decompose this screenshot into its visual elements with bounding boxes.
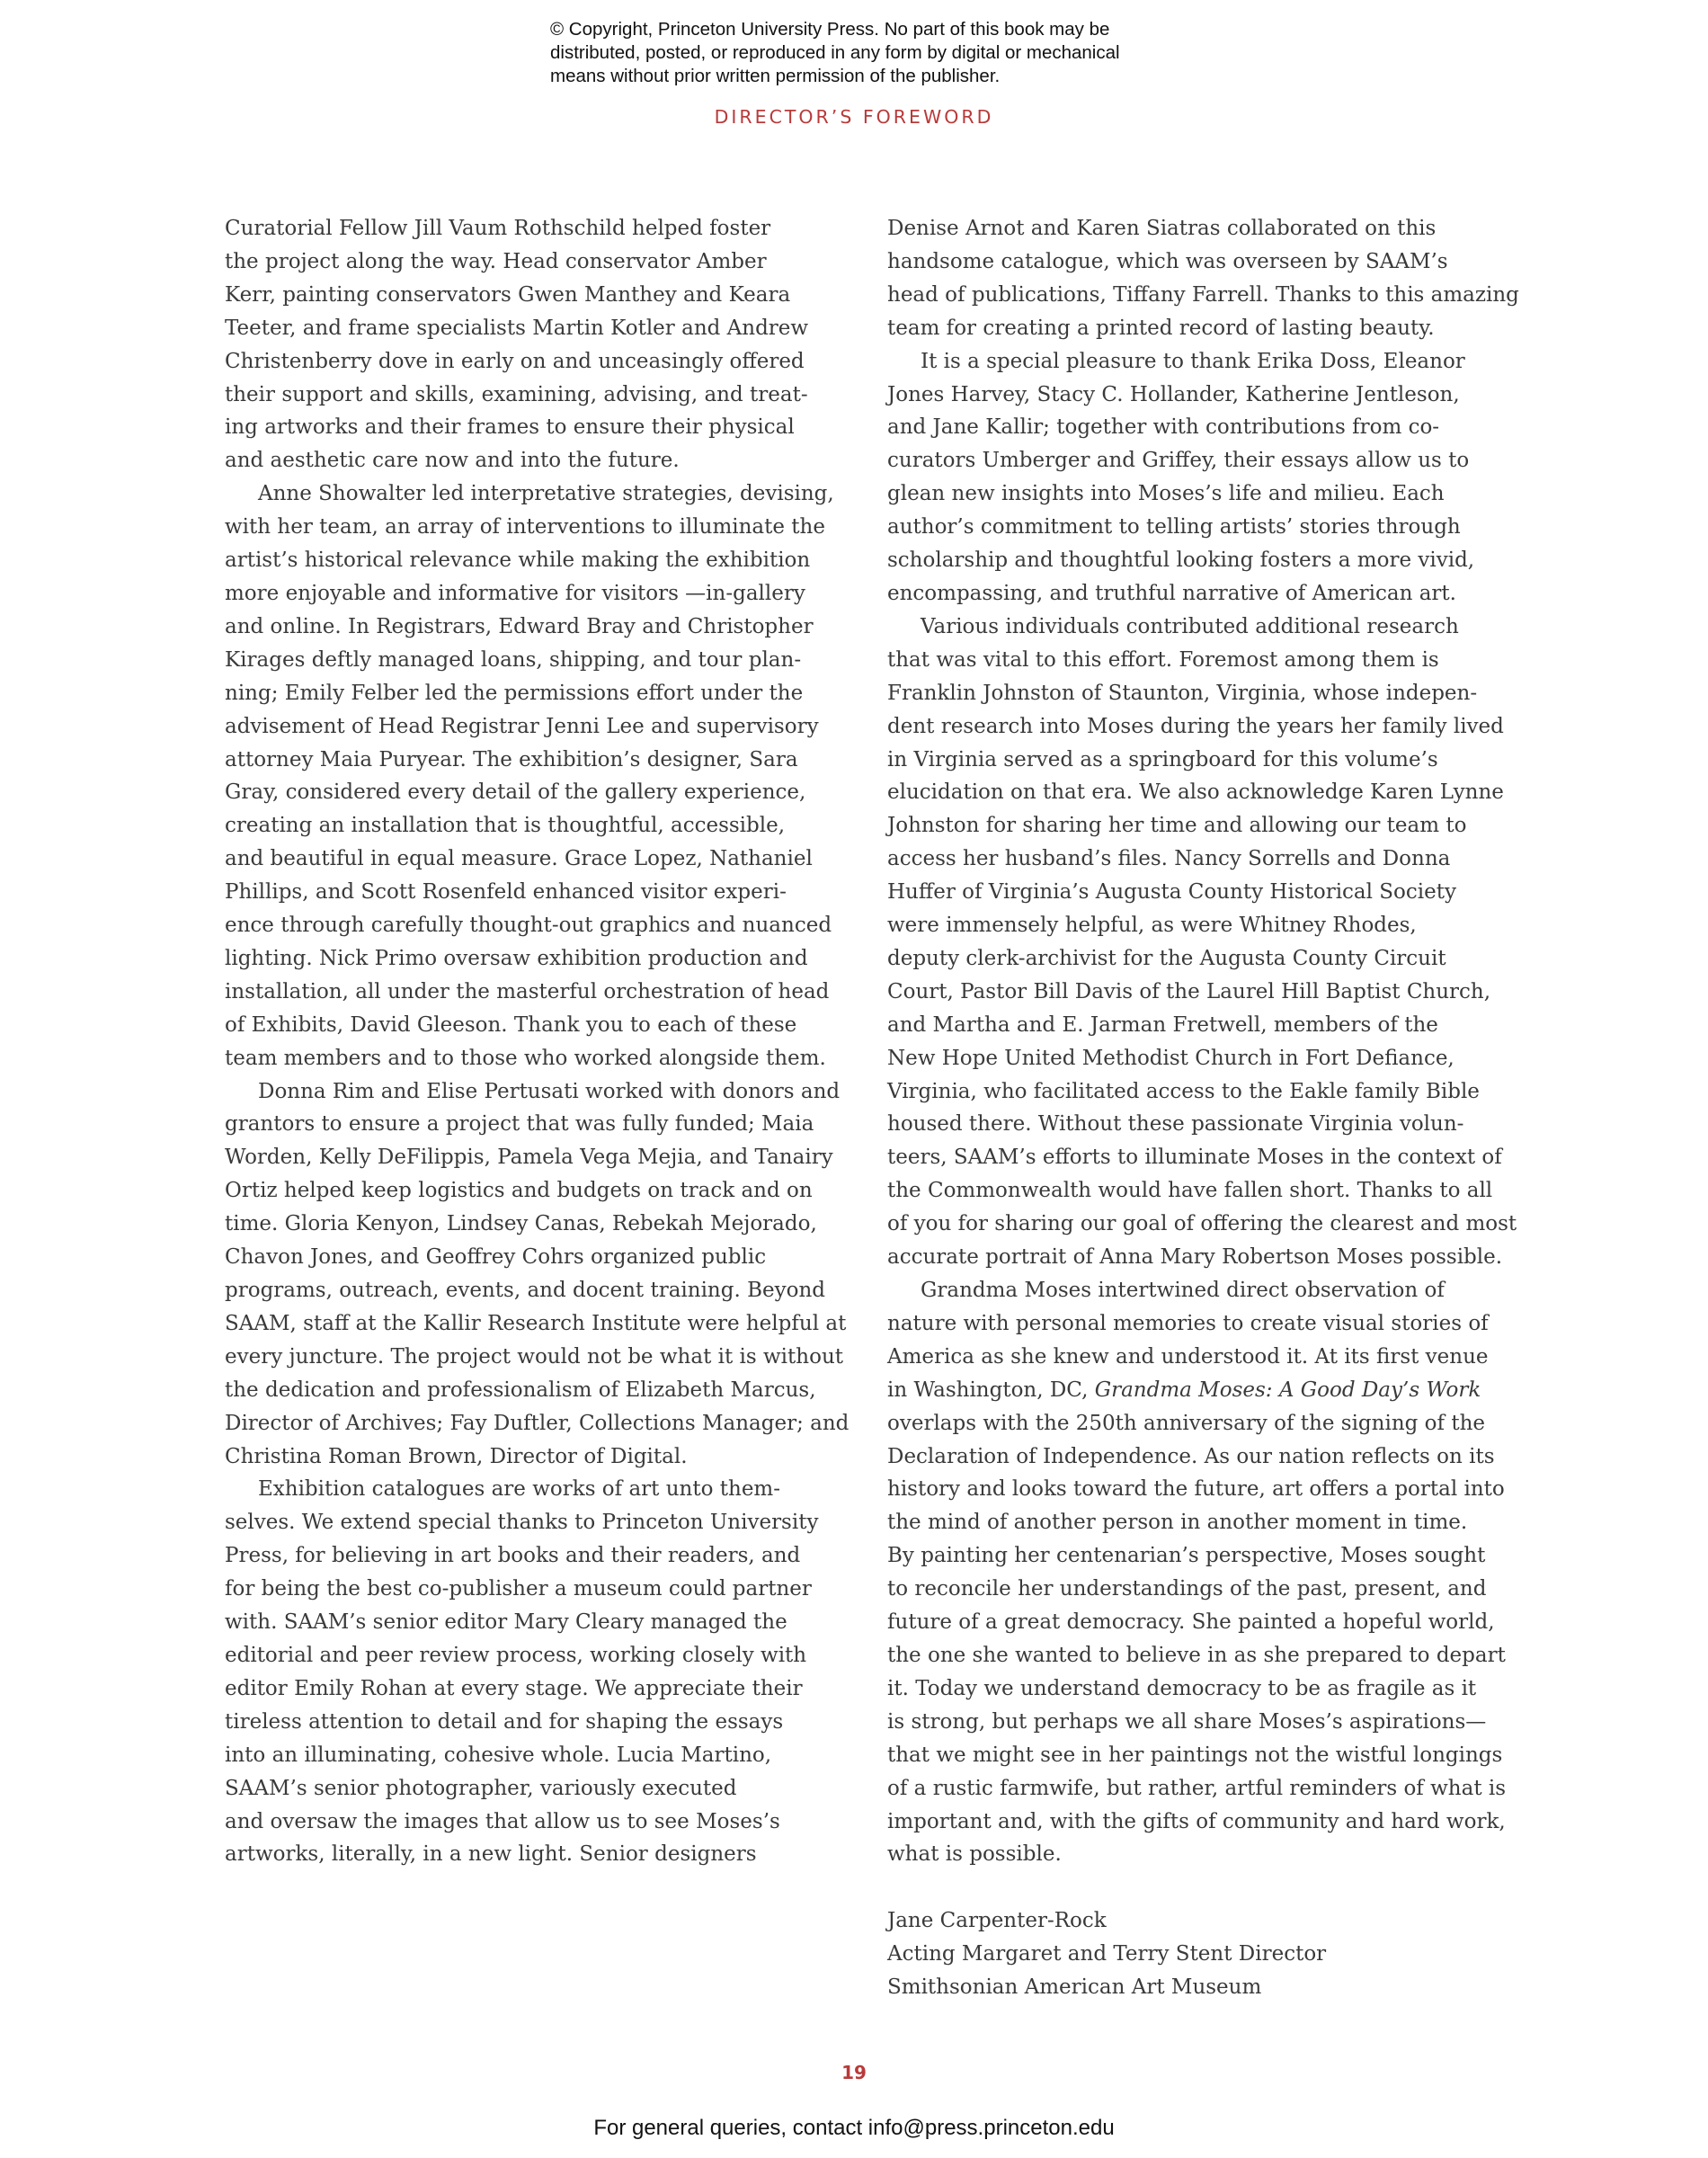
text-line: scholarship and thoughtful looking fosters a more vivid, xyxy=(887,548,1475,573)
text-line: elucidation on that era. We also acknowledge Karen Lynne xyxy=(887,780,1504,805)
text-line: the project along the way. Head conservator Amber xyxy=(225,249,767,273)
text-line: attorney Maia Puryear. The exhibition’s designer, Sara xyxy=(225,747,798,771)
text-line: SAAM, staff at the Kallir Research Institute were helpful at xyxy=(225,1311,847,1335)
text-line: team members and to those who worked alongside them. xyxy=(225,1046,826,1070)
text-line: and online. In Registrars, Edward Bray and Christopher xyxy=(225,614,814,638)
text-line: overlaps with the 250th anniversary of the signing of the xyxy=(887,1411,1486,1435)
text-line: the one she wanted to believe in as she prepared to depart xyxy=(887,1643,1506,1667)
text-line: Jones Harvey, Stacy C. Hollander, Katherine Jentleson, xyxy=(887,382,1460,406)
text-line: curators Umberger and Griffey, their essays allow us to xyxy=(887,449,1470,473)
text-line: Ortiz helped keep logistics and budgets on track and on xyxy=(225,1179,813,1203)
text-line xyxy=(887,1374,1499,1407)
text-line: Declaration of Independence. As our nation reflects on its xyxy=(887,1444,1495,1468)
text-line: Director of Archives; Fay Duftler, Collections Manager; and xyxy=(225,1411,850,1435)
text-line: Kerr, painting conservators Gwen Manthey and Keara xyxy=(225,282,791,307)
text-line: deputy clerk-archivist for the Augusta County Circuit xyxy=(887,946,1446,970)
exhibition-title: Grandma Moses: A Good Day’s Work xyxy=(1094,1378,1481,1402)
text-line: It is a special pleasure to thank Erika Doss, Eleanor xyxy=(921,349,1465,373)
text-line: for being the best co-publisher a museum could partner xyxy=(225,1577,812,1601)
text-line: SAAM’s senior photographer, variously executed xyxy=(225,1776,737,1800)
text-line: with. SAAM’s senior editor Mary Cleary managed the xyxy=(225,1610,787,1635)
text-line: into an illuminating, cohesive whole. Lucia Martino, xyxy=(225,1743,772,1767)
text-line: that was vital to this effort. Foremost among them is xyxy=(887,647,1439,672)
text-line: creating an installation that is thoughtful, accessible, xyxy=(225,814,786,838)
text-line: Franklin Johnston of Staunton, Virginia, whose indepen- xyxy=(887,681,1478,705)
text-line: the dedication and professionalism of Elizabeth Marcus, xyxy=(225,1378,816,1402)
text-line: editorial and peer review process, working closely with xyxy=(225,1643,807,1667)
text-line: encompassing, and truthful narrative of American art. xyxy=(887,581,1456,605)
text-line: team for creating a printed record of lasting beauty. xyxy=(887,316,1435,340)
text-line: time. Gloria Kenyon, Lindsey Canas, Rebekah Mejorado, xyxy=(225,1212,817,1236)
text-line: Christina Roman Brown, Director of Digital. xyxy=(225,1444,688,1468)
text-line: nature with personal memories to create visual stories of xyxy=(887,1311,1489,1335)
text-fragment: in Washington, DC, xyxy=(887,1378,1095,1402)
text-line: the mind of another person in another moment in time. xyxy=(887,1511,1468,1535)
text-line: Johnston for sharing her time and allowing our team to xyxy=(887,814,1467,838)
text-line: ning; Emily Felber led the permissions effort under the xyxy=(225,681,804,705)
text-line: installation, all under the masterful orchestration of head xyxy=(225,979,830,1003)
signature-institution: Smithsonian American Art Museum xyxy=(887,1975,1262,2000)
text-line: of you for sharing our goal of offering the clearest and most xyxy=(887,1212,1517,1236)
text-line: and beautiful in equal measure. Grace Lopez, Nathaniel xyxy=(225,847,813,871)
text-line: every juncture. The project would not be what it is without xyxy=(225,1344,844,1369)
copyright-notice: © Copyright, Princeton University Press. No part of this book may be distributed, posted, or reproduced in any form by digital or mechanical means without prior written permission of the publisher. xyxy=(550,19,1120,86)
text-line: and oversaw the images that allow us to see Moses’s xyxy=(225,1809,780,1833)
text-line: in Virginia served as a springboard for this volume’s xyxy=(887,747,1438,771)
text-line: programs, outreach, events, and docent training. Beyond xyxy=(225,1279,825,1302)
text-line: handsome catalogue, which was overseen by SAAM’s xyxy=(887,249,1448,273)
text-line: Anne Showalter led interpretative strategies, devising, xyxy=(258,482,834,506)
text-line: that we might see in her paintings not the wistful longings xyxy=(887,1743,1503,1767)
page-number: 19 xyxy=(841,2062,867,2083)
text-line: teers, SAAM’s efforts to illuminate Moses in the context of xyxy=(887,1146,1502,1170)
text-line: Huffer of Virginia’s Augusta County Historical Society xyxy=(887,880,1456,905)
text-line: ence through carefully thought-out graphics and nuanced xyxy=(225,914,832,938)
text-line: America as she knew and understood it. At its first venue xyxy=(887,1344,1489,1369)
text-line: artworks, literally, in a new light. Senior designers xyxy=(225,1842,757,1867)
text-line: lighting. Nick Primo oversaw exhibition production and xyxy=(225,946,808,970)
signature-title: Acting Margaret and Terry Stent Director xyxy=(887,1942,1327,1966)
footer-contact: For general queries, contact info@press.princeton.edu xyxy=(593,2116,1115,2140)
text-line: with her team, an array of interventions to illuminate the xyxy=(225,515,825,540)
text-line: were immensely helpful, as were Whitney Rhodes, xyxy=(887,914,1417,938)
text-line: accurate portrait of Anna Mary Robertson Moses possible. xyxy=(887,1245,1503,1270)
text-line: selves. We extend special thanks to Princeton University xyxy=(225,1511,819,1535)
text-line: author’s commitment to telling artists’ stories through xyxy=(887,515,1461,540)
text-line: Virginia, who facilitated access to the Eakle family Bible xyxy=(887,1079,1480,1103)
text-line: editor Emily Rohan at every stage. We appreciate their xyxy=(225,1676,803,1700)
text-line: ing artworks and their frames to ensure their physical xyxy=(225,415,795,440)
text-line: Kirages deftly managed loans, shipping, and tour plan- xyxy=(225,647,802,672)
text-line: their support and skills, examining, advising, and treat- xyxy=(225,382,808,406)
text-line: the Commonwealth would have fallen short. Thanks to all xyxy=(887,1179,1493,1203)
text-line: to reconcile her understandings of the past, present, and xyxy=(887,1577,1487,1601)
text-line: Press, for believing in art books and their readers, and xyxy=(225,1544,801,1568)
text-line: and aesthetic care now and into the future. xyxy=(225,449,680,473)
text-line: history and looks toward the future, art offers a portal into xyxy=(887,1477,1505,1502)
text-line: advisement of Head Registrar Jenni Lee and supervisory xyxy=(225,714,819,738)
text-line: glean new insights into Moses’s life and milieu. Each xyxy=(887,482,1445,506)
text-line: what is possible. xyxy=(887,1842,1062,1867)
text-line: Phillips, and Scott Rosenfeld enhanced visitor experi- xyxy=(225,880,787,905)
text-line: and Martha and E. Jarman Fretwell, members of the xyxy=(887,1012,1438,1037)
text-line: Various individuals contributed additional research xyxy=(921,614,1459,638)
text-line: housed there. Without these passionate Virginia volun- xyxy=(887,1112,1464,1137)
text-line: is strong, but perhaps we all share Moses’s aspirations— xyxy=(887,1709,1487,1734)
text-line: important and, with the gifts of community and hard work, xyxy=(887,1809,1506,1833)
left-column xyxy=(225,212,850,1871)
text-line: grantors to ensure a project that was fully funded; Maia xyxy=(225,1112,814,1137)
right-column xyxy=(887,212,1519,2004)
running-head: DIRECTOR’S FOREWORD xyxy=(714,106,994,128)
text-line: Gray, considered every detail of the gallery experience, xyxy=(225,780,806,805)
text-line: Worden, Kelly DeFilippis, Pamela Vega Mejia, and Tanairy xyxy=(225,1146,833,1170)
text-line: dent research into Moses during the years her family lived xyxy=(887,714,1504,738)
text-line: of Exhibits, David Gleeson. Thank you to each of these xyxy=(225,1012,797,1037)
text-line: Curatorial Fellow Jill Vaum Rothschild helped foster xyxy=(225,217,771,240)
text-line: Exhibition catalogues are works of art unto them- xyxy=(258,1477,781,1502)
text-line: New Hope United Methodist Church in Fort Defiance, xyxy=(887,1046,1454,1070)
text-line: future of a great democracy. She painted a hopeful world, xyxy=(887,1610,1495,1635)
signature-block xyxy=(887,1904,1499,2004)
text-line: head of publications, Tiffany Farrell. Thanks to this amazing xyxy=(887,282,1519,307)
text-line: it. Today we understand democracy to be as fragile as it xyxy=(887,1676,1477,1700)
text-line: Grandma Moses intertwined direct observation of xyxy=(921,1279,1445,1302)
signature-name: Jane Carpenter-Rock xyxy=(887,1909,1107,1933)
text-line: Chavon Jones, and Geoffrey Cohrs organized public xyxy=(225,1245,767,1270)
text-line: tireless attention to detail and for shaping the essays xyxy=(225,1709,784,1734)
text-line: Christenberry dove in early on and unceasingly offered xyxy=(225,349,805,373)
text-line: Court, Pastor Bill Davis of the Laurel Hill Baptist Church, xyxy=(887,979,1491,1003)
text-line: of a rustic farmwife, but rather, artful reminders of what is xyxy=(887,1776,1507,1800)
text-line: and Jane Kallir; together with contributions from co- xyxy=(887,415,1440,440)
text-line: access her husband’s files. Nancy Sorrells and Donna xyxy=(887,847,1451,871)
text-line: Denise Arnot and Karen Siatras collaborated on this xyxy=(887,217,1437,240)
text-line: Teeter, and frame specialists Martin Kotler and Andrew xyxy=(225,316,809,340)
text-line: Donna Rim and Elise Pertusati worked with donors and xyxy=(258,1079,841,1103)
text-line: more enjoyable and informative for visitors —in-gallery xyxy=(225,581,805,605)
text-line: artist’s historical relevance while making the exhibition xyxy=(225,548,811,573)
text-line: By painting her centenarian’s perspective, Moses sought xyxy=(887,1544,1486,1568)
